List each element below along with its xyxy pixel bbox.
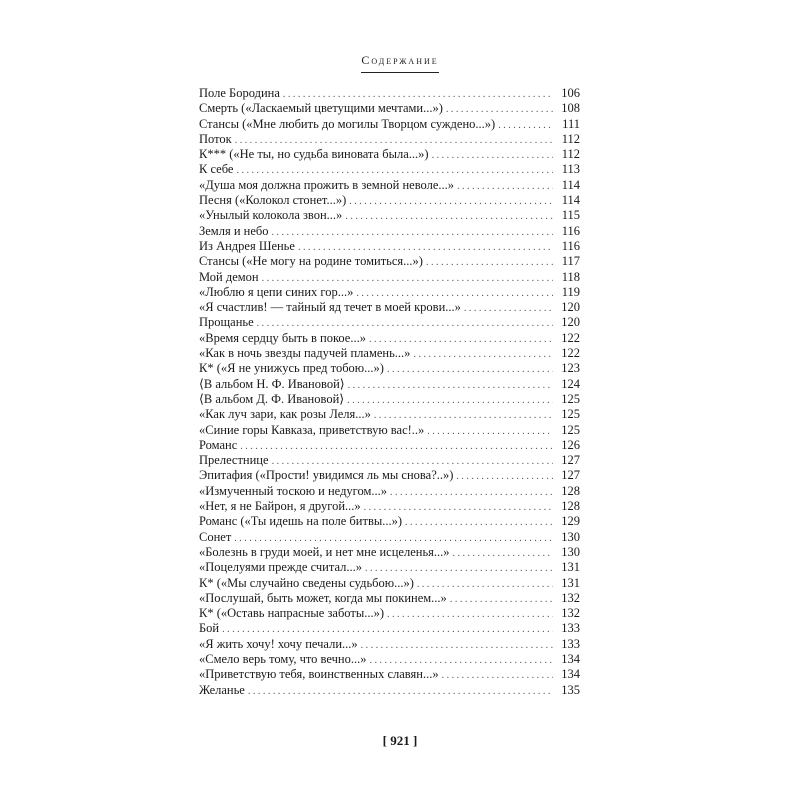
toc-entry-page-number: 133 xyxy=(561,636,580,651)
toc-entry-title: «Люблю я цепи синих гор...» xyxy=(199,284,354,299)
toc-entry-page-number: 120 xyxy=(561,300,580,315)
toc-entry-title: Прелестнице xyxy=(199,453,269,468)
toc-entry xyxy=(199,652,580,667)
toc-entry-page-number: 132 xyxy=(561,606,580,621)
toc-entry xyxy=(199,331,580,346)
toc-entry-page-number: 122 xyxy=(561,346,580,361)
dot-leader xyxy=(427,424,553,439)
toc-entry-title: «Поцелуями прежде считал...» xyxy=(199,560,362,575)
toc-entry-title: Земля и небо xyxy=(199,223,269,238)
page-title: Содержание xyxy=(361,53,439,67)
toc-entry-page-number: 114 xyxy=(561,177,580,192)
dot-leader xyxy=(453,546,553,561)
toc-entry-page-number: 130 xyxy=(561,544,580,559)
toc-entry-title: Желанье xyxy=(199,682,245,697)
dot-leader xyxy=(450,592,553,607)
toc-entry-page-number: 125 xyxy=(561,422,580,437)
dot-leader xyxy=(348,378,553,393)
dot-leader xyxy=(498,118,553,133)
dot-leader xyxy=(347,393,553,408)
toc-entry-title: Смерть («Ласкаемый цветущими мечтами...») xyxy=(199,101,443,116)
toc-entry xyxy=(199,361,580,376)
toc-entry-title: К* («Мы случайно сведены судьбою...») xyxy=(199,575,414,590)
toc-entry xyxy=(199,560,580,575)
toc-entry-title: «Нет, я не Байрон, я другой...» xyxy=(199,499,361,514)
toc-entry xyxy=(199,514,580,529)
toc-entry-page-number: 128 xyxy=(561,499,580,514)
page-number: [ 921 ] xyxy=(382,733,418,748)
dot-leader xyxy=(365,561,553,576)
toc-entry xyxy=(199,484,580,499)
toc-entry-title: «Как в ночь звезды падучей пламень...» xyxy=(199,346,411,361)
toc-entry-page-number: 112 xyxy=(561,131,580,146)
toc-entry-page-number: 112 xyxy=(561,147,580,162)
dot-leader xyxy=(356,286,553,301)
toc-entry-title: «Приветствую тебя, воинственных славян...» xyxy=(199,667,439,682)
toc-entry-title: К*** («Не ты, но судьба виновата была...») xyxy=(199,147,429,162)
toc-entry-title: «Как луч зари, как розы Леля...» xyxy=(199,407,371,422)
toc-entry-title: Бой xyxy=(199,621,220,636)
toc-entry-title: К себе xyxy=(199,162,234,177)
dot-leader xyxy=(298,240,553,255)
toc-entry xyxy=(199,667,580,682)
toc-entry-title: Эпитафия («Прости! увидимся ль мы снова?..») xyxy=(199,468,454,483)
toc-entry-page-number: 133 xyxy=(561,621,580,636)
toc-entry-page-number: 116 xyxy=(561,223,580,238)
dot-leader xyxy=(446,102,553,117)
dot-leader xyxy=(236,163,553,178)
toc-entry-page-number: 111 xyxy=(562,116,580,131)
toc-entry-title: ⟨В альбом Н. Ф. Ивановой⟩ xyxy=(199,376,345,391)
dot-leader xyxy=(387,362,553,377)
dot-leader xyxy=(364,500,553,515)
toc-entry-title: Стансы («Не могу на родине томиться...») xyxy=(199,254,423,269)
toc-entry-title: Поток xyxy=(199,131,232,146)
toc-entry-title: Стансы («Мне любить до могилы Творцом суждено...») xyxy=(199,116,496,131)
toc-entry xyxy=(199,270,580,285)
toc-entry xyxy=(199,208,580,223)
dot-leader xyxy=(361,638,553,653)
toc-entry xyxy=(199,591,580,606)
toc-entry xyxy=(199,576,580,591)
toc-entry xyxy=(199,300,580,315)
toc-entry-title: Мой демон xyxy=(199,269,259,284)
dot-leader xyxy=(442,668,553,683)
toc-entry-title: «Болезнь в груди моей, и нет мне исцеленья...» xyxy=(199,544,450,559)
toc-entry xyxy=(199,178,580,193)
toc-entry-page-number: 128 xyxy=(561,483,580,498)
toc-entry-title: «Измученный тоскою и недугом...» xyxy=(199,483,388,498)
dot-leader xyxy=(234,531,553,546)
toc-entry-page-number: 134 xyxy=(561,651,580,666)
toc-entry-page-number: 134 xyxy=(561,667,580,682)
toc-entry xyxy=(199,346,580,361)
toc-entry-title: Песня («Колокол стонет...») xyxy=(199,193,347,208)
dot-leader xyxy=(413,347,553,362)
toc-entry xyxy=(199,499,580,514)
toc-entry-page-number: 129 xyxy=(561,514,580,529)
toc-entry-title: К* («Я не унижусь пред тобою...») xyxy=(199,361,384,376)
dot-leader xyxy=(405,515,553,530)
dot-leader xyxy=(262,271,553,286)
toc-entry-title: «Я счастлив! — тайный яд течет в моей крови...» xyxy=(199,300,461,315)
dot-leader xyxy=(417,577,553,592)
toc-entry-page-number: 124 xyxy=(561,376,580,391)
toc-entry xyxy=(199,545,580,560)
dot-leader xyxy=(349,194,553,209)
toc-entry-page-number: 117 xyxy=(561,254,580,269)
toc-entry-title: Романс xyxy=(199,437,238,452)
toc-entry-title: Сонет xyxy=(199,529,232,544)
toc-entry xyxy=(199,606,580,621)
toc-entry-page-number: 108 xyxy=(561,101,580,116)
dot-leader xyxy=(387,607,553,622)
toc-entry-title: «Синие горы Кавказа, приветствую вас!..» xyxy=(199,422,425,437)
toc-entry-page-number: 114 xyxy=(561,193,580,208)
toc-entry xyxy=(199,621,580,636)
dot-leader xyxy=(390,485,553,500)
toc-entry-page-number: 130 xyxy=(561,529,580,544)
toc-entry-page-number: 122 xyxy=(561,330,580,345)
toc-entry-title: Из Андрея Шенье xyxy=(199,238,295,253)
toc-entry-page-number: 116 xyxy=(561,238,580,253)
toc-entry xyxy=(199,117,580,132)
toc-entry xyxy=(199,683,580,698)
dot-leader xyxy=(369,653,553,668)
dot-leader xyxy=(345,209,553,224)
toc-entry xyxy=(199,423,580,438)
dot-leader xyxy=(432,148,553,163)
toc-entry-page-number: 132 xyxy=(561,590,580,605)
toc-entry xyxy=(199,86,580,101)
toc-entry-page-number: 131 xyxy=(561,560,580,575)
table-of-contents xyxy=(199,86,580,698)
toc-entry-title: Поле Бородина xyxy=(199,86,280,100)
toc-entry xyxy=(199,453,580,468)
dot-leader xyxy=(272,454,553,469)
toc-entry-page-number: 125 xyxy=(561,391,580,406)
toc-entry-page-number: 120 xyxy=(561,315,580,330)
toc-entry xyxy=(199,239,580,254)
toc-entry xyxy=(199,392,580,407)
toc-entry-page-number: 118 xyxy=(561,269,580,284)
dot-leader xyxy=(456,469,553,484)
toc-entry-page-number: 106 xyxy=(561,86,580,100)
toc-entry-title: «Унылый колокола звон...» xyxy=(199,208,343,223)
dot-leader xyxy=(222,622,553,637)
toc-entry xyxy=(199,407,580,422)
toc-entry-page-number: 131 xyxy=(561,575,580,590)
dot-leader xyxy=(257,316,553,331)
toc-entry xyxy=(199,224,580,239)
toc-entry xyxy=(199,162,580,177)
toc-entry xyxy=(199,254,580,269)
title-underline xyxy=(361,72,439,73)
toc-entry-page-number: 135 xyxy=(561,682,580,697)
toc-entry-title: «Душа моя должна прожить в земной неволе...» xyxy=(199,177,455,192)
toc-entry-title: «Я жить хочу! хочу печали...» xyxy=(199,636,358,651)
dot-leader xyxy=(369,332,553,347)
toc-entry xyxy=(199,132,580,147)
toc-entry xyxy=(199,468,580,483)
dot-leader xyxy=(464,301,553,316)
toc-entry xyxy=(199,285,580,300)
toc-entry xyxy=(199,530,580,545)
toc-entry-page-number: 119 xyxy=(561,284,580,299)
toc-entry xyxy=(199,438,580,453)
toc-entry-page-number: 127 xyxy=(561,468,580,483)
dot-leader xyxy=(374,408,553,423)
toc-entry-title: К* («Оставь напрасные заботы...») xyxy=(199,606,385,621)
toc-entry xyxy=(199,101,580,116)
toc-entry xyxy=(199,193,580,208)
dot-leader xyxy=(248,684,553,699)
toc-entry-page-number: 113 xyxy=(561,162,580,177)
toc-entry-title: Прощанье xyxy=(199,315,254,330)
dot-leader xyxy=(426,255,553,270)
toc-entry xyxy=(199,315,580,330)
toc-entry-title: «Послушай, быть может, когда мы покинем...» xyxy=(199,590,447,605)
toc-entry-page-number: 126 xyxy=(561,437,580,452)
toc-entry-title: «Смело верь тому, что вечно...» xyxy=(199,651,367,666)
toc-entry-title: «Время сердцу быть в покое...» xyxy=(199,330,366,345)
dot-leader xyxy=(272,225,554,240)
dot-leader xyxy=(240,439,553,454)
toc-entry xyxy=(199,147,580,162)
toc-entry-page-number: 115 xyxy=(561,208,580,223)
dot-leader xyxy=(283,87,553,102)
toc-entry xyxy=(199,637,580,652)
toc-entry-title: Романс («Ты идешь на поле битвы...») xyxy=(199,514,403,529)
toc-entry-page-number: 123 xyxy=(561,361,580,376)
toc-entry-page-number: 127 xyxy=(561,453,580,468)
toc-entry-page-number: 125 xyxy=(561,407,580,422)
toc-entry-title: ⟨В альбом Д. Ф. Ивановой⟩ xyxy=(199,391,345,406)
dot-leader xyxy=(457,179,553,194)
dot-leader xyxy=(235,133,553,148)
toc-entry xyxy=(199,377,580,392)
